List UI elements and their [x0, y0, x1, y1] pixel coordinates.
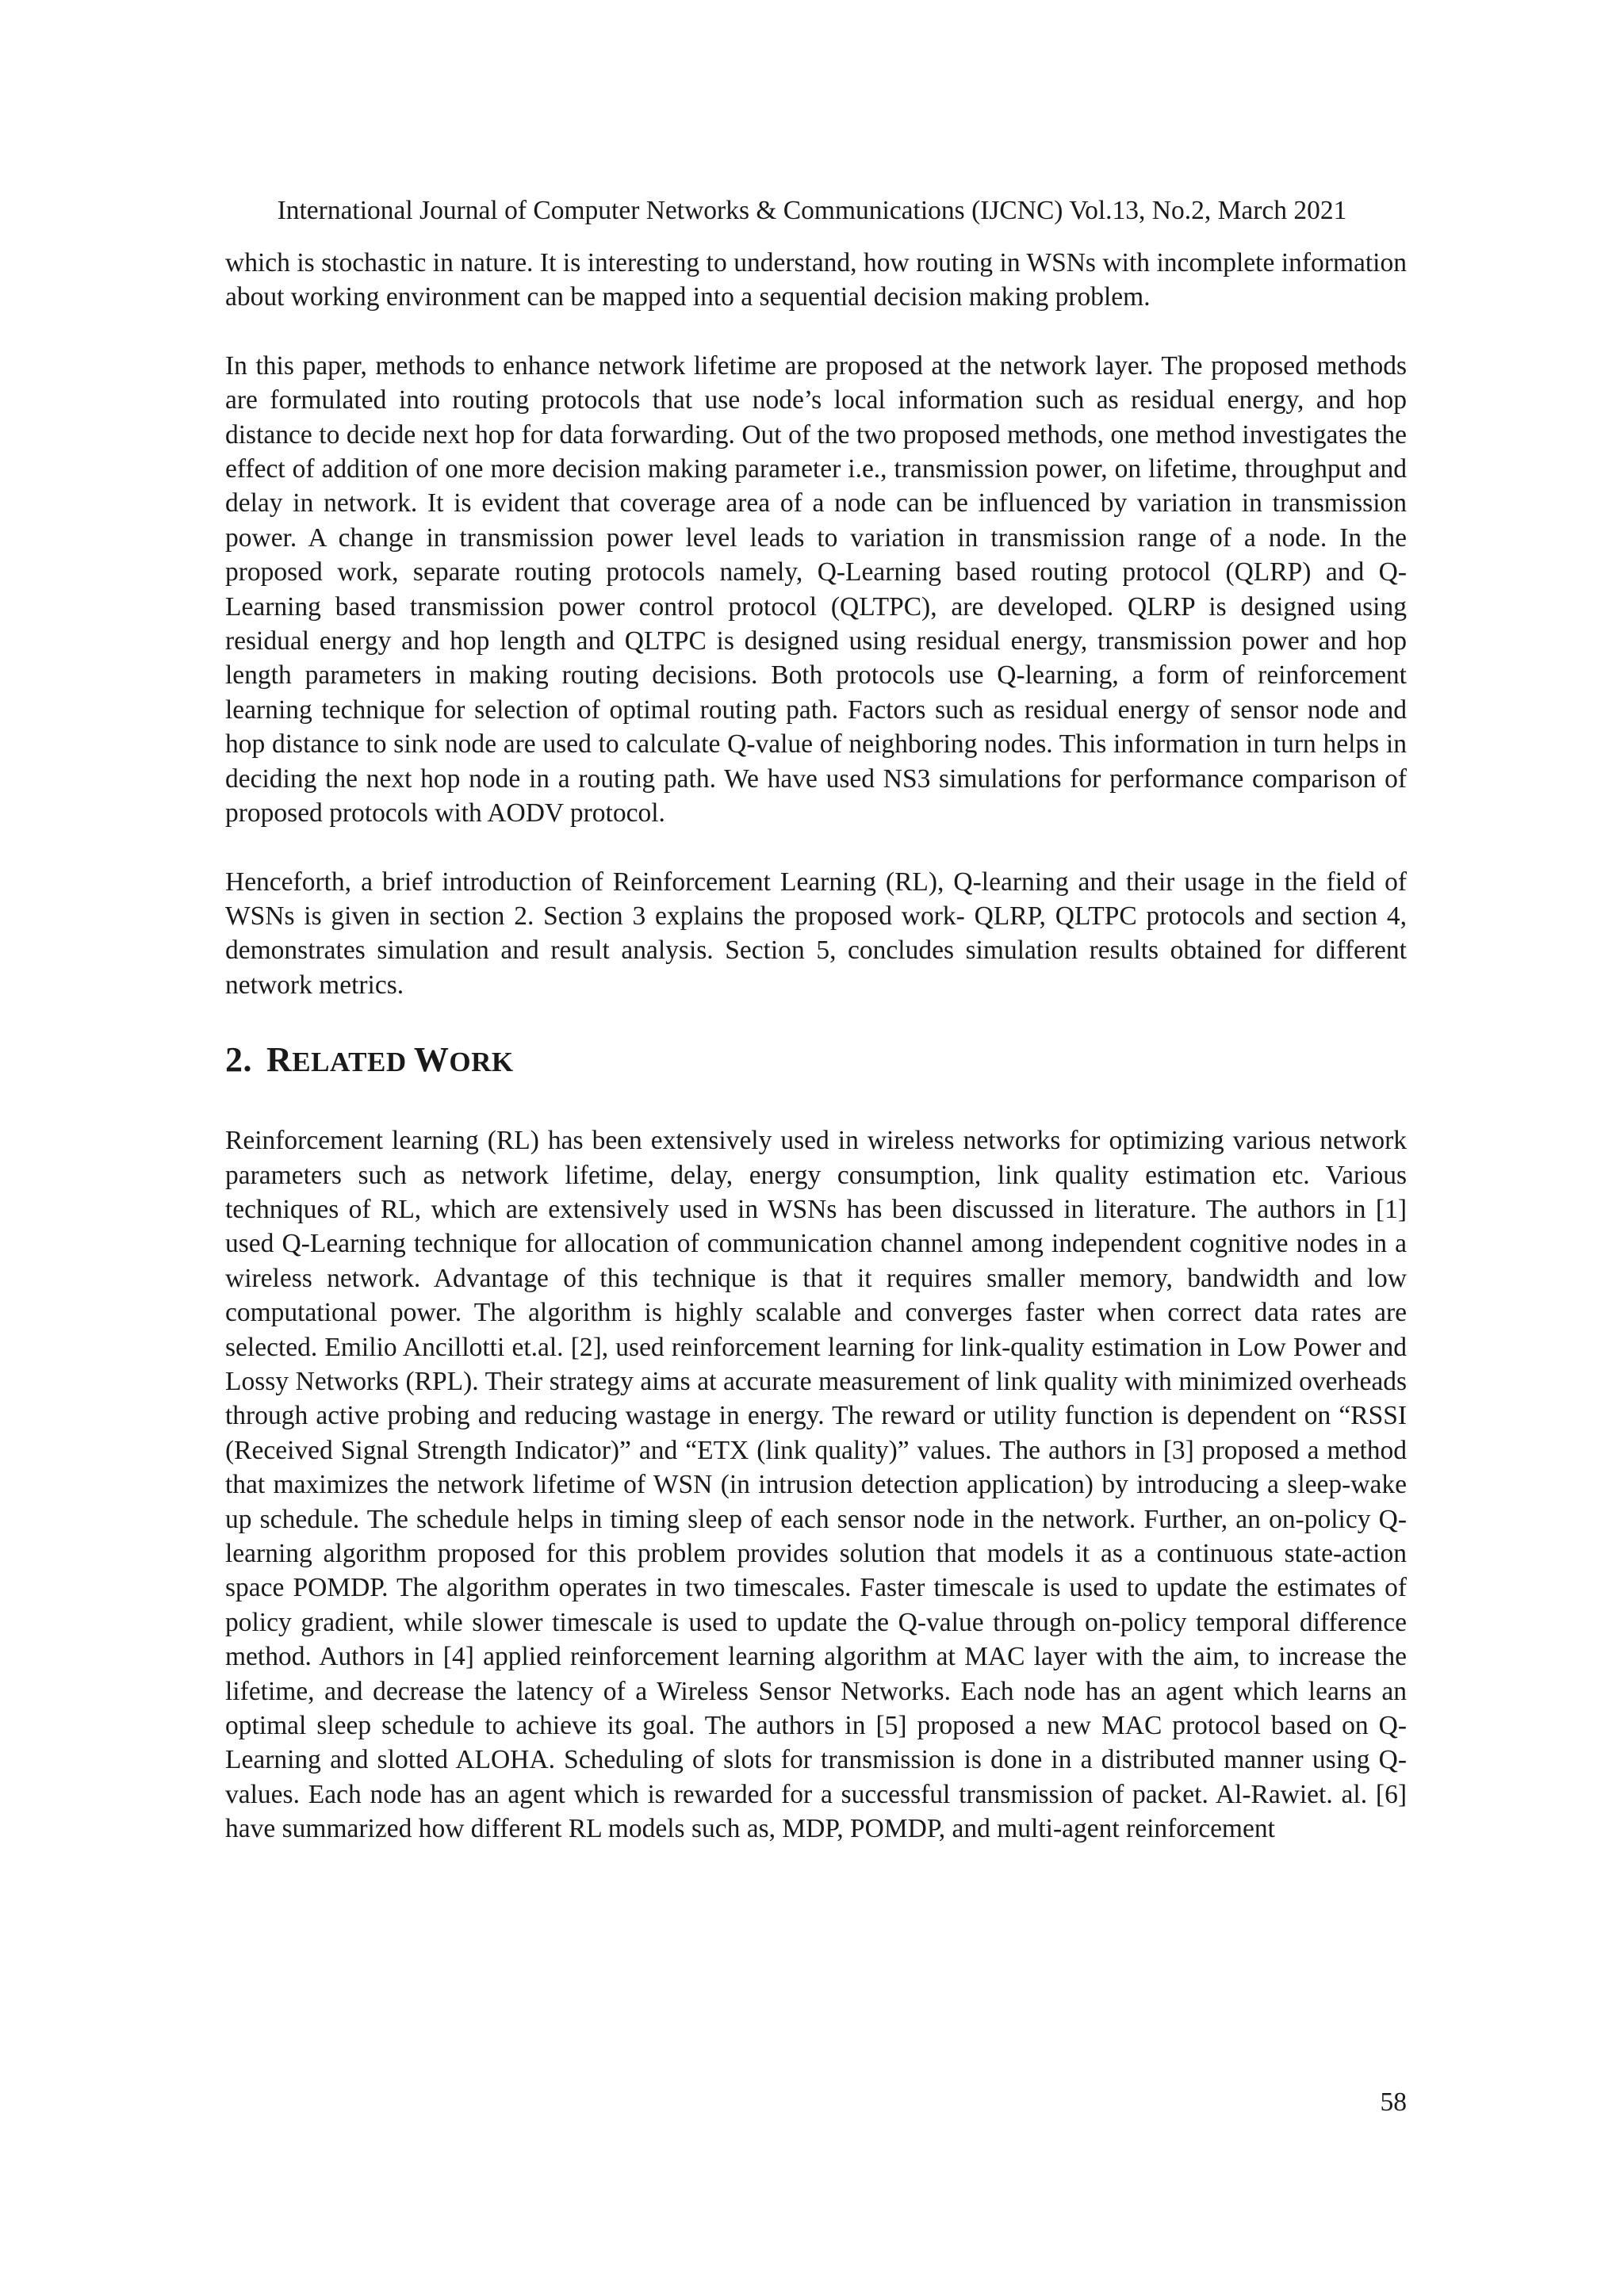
paragraph-intro-continuation: which is stochastic in nature. It is interesting to understand, how routing in WSNs with incomplete information about working environment can be mapped into a sequential decision making problem.	[225, 248, 1407, 312]
section-title-rest-elated: ELATED	[292, 1047, 414, 1078]
section-title-initial-w: W	[413, 1040, 450, 1080]
paragraph-paper-organization: Henceforth, a brief introduction of Reinforcement Learning (RL), Q-learning and their usage in the field of WSNs is given in section 2. Section 3 explains the proposed work- QLRP, QLTPC protocols and section 4, demonstrates simulation and result analysis. Section 5, concludes simulation results obtained for different network metrics.	[225, 867, 1407, 1000]
paragraph-proposed-methods: In this paper, methods to enhance network lifetime are proposed at the network layer. The proposed methods are formulated into routing protocols that use node’s local information such as residual energy, and hop distance to decide next hop for data forwarding. Out of the two proposed methods, one method investigates the effect of addition of one more decision making parameter i.e., transmission power, on lifetime, throughput and delay in network. It is evident that coverage area of a node can be influenced by variation in transmission power. A change in transmission power level leads to variation in transmission range of a node. In the proposed work, separate routing protocols namely, Q-Learning based routing protocol (QLRP) and Q-Learning based transmission power control protocol (QLTPC), are developed. QLRP is designed using residual energy and hop length and QLTPC is designed using residual energy, transmission power and hop length parameters in making routing decisions. Both protocols use Q-learning, a form of reinforcement learning technique for selection of optimal routing path. Factors such as residual energy of sensor node and hop distance to sink node are used to calculate Q-value of neighboring nodes. This information in turn helps in deciding the next hop node in a routing path. We have used NS3 simulations for performance comparison of proposed protocols with AODV protocol.	[225, 350, 1407, 828]
running-header: International Journal of Computer Networks & Communications (IJCNC) Vol.13, No.2, March 2021	[277, 196, 1347, 225]
section-title-initial-r: R	[266, 1040, 293, 1080]
page-body	[225, 246, 1407, 1846]
section-heading-related-work	[225, 1039, 1407, 1083]
section-title-rest-ork: ORK	[449, 1047, 514, 1078]
section-number: 2.	[225, 1040, 252, 1080]
page-number: 58	[1380, 2087, 1407, 2117]
paragraph-related-work: Reinforcement learning (RL) has been extensively used in wireless networks for optimizing various network parameters such as network lifetime, delay, energy consumption, link quality estimation etc. Various techniques of RL, which are extensively used in WSNs has been discussed in literature. The authors in [1] used Q-Learning technique for allocation of communication channel among independent cognitive nodes in a wireless network. Advantage of this technique is that it requires smaller memory, bandwidth and low computational power. The algorithm is highly scalable and converges faster when correct data rates are selected. Emilio Ancillotti et.al. [2], used reinforcement learning for link-quality estimation in Low Power and Lossy Networks (RPL). Their strategy aims at accurate measurement of link quality with minimized overheads through active probing and reducing wastage in energy. The reward or utility function is dependent on “RSSI (Received Signal Strength Indicator)” and “ETX (link quality)” values. The authors in [3] proposed a method that maximizes the network lifetime of WSN (in intrusion detection application) by introducing a sleep-wake up schedule. The schedule helps in timing sleep of each sensor node in the network. Further, an on-policy Q-learning algorithm proposed for this problem provides solution that models it as a continuous state-action space POMDP. The algorithm operates in two timescales. Faster timescale is used to update the estimates of policy gradient, while slower timescale is used to update the Q-value through on-policy temporal difference method. Authors in [4] applied reinforcement learning algorithm at MAC layer with the aim, to increase the lifetime, and decrease the latency of a Wireless Sensor Networks. Each node has an agent which learns an optimal sleep schedule to achieve its goal. The authors in [5] proposed a new MAC protocol based on Q-Learning and slotted ALOHA. Scheduling of slots for transmission is done in a distributed manner using Q-values. Each node has an agent which is rewarded for a successful transmission of packet. Al-Rawiet. al. [6] have summarized how different RL models such as, MDP, POMDP, and multi-agent reinforcement	[225, 1126, 1407, 1844]
